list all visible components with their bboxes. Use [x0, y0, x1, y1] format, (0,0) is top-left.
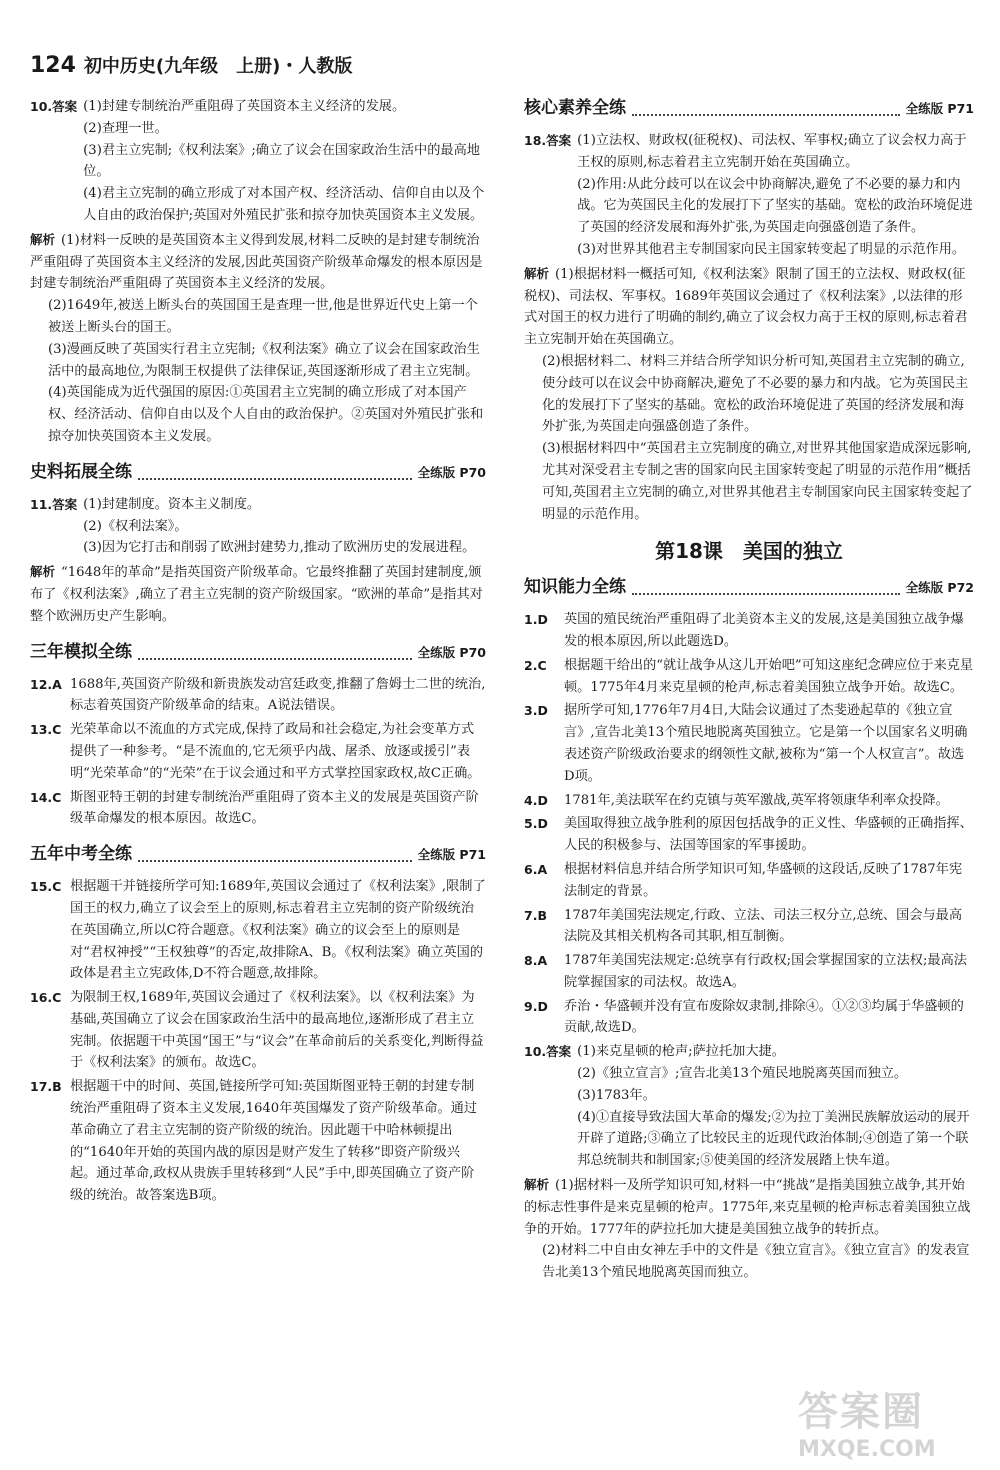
section-ref: 全练版 P71: [905, 101, 974, 117]
dotted-leader: [632, 581, 900, 595]
answer-line: (2)作用:从此分歧可以在议会中协商解决,避免了不必要的暴力和内战。它为英国民主化的发展打下了坚实的基础。宽松的政治环境促进了英国的经济发展和海外扩张,为英国走向强盛创造了条件。: [577, 176, 973, 236]
watermark-bottom: MXQE.COM: [798, 1437, 936, 1462]
item-text: 根据题干给出的“就让战争从这儿开始吧”可知这座纪念碑应位于来克星顿。1775年4月来克星顿的枪声,标志着美国独立战争开始。故选C。: [564, 657, 974, 695]
section-heading: [524, 96, 974, 122]
section-title: 三年模拟全练: [30, 641, 132, 662]
answer-line: (2)《独立宣言》;宣告北美13个殖民地脱离英国而独立。: [577, 1066, 908, 1082]
answer-item-16: [30, 987, 486, 1074]
item-label: 15.C: [30, 879, 62, 895]
item-label: 4.D: [524, 792, 548, 808]
answer-line: (2)《权利法案》。: [83, 518, 188, 534]
answer-line: (3)1783年。: [577, 1087, 656, 1103]
item-text: 光荣革命以不流血的方式完成,保持了政局和社会稳定,为社会变革方式提供了一种参考。“是不流血的,它无须乎内战、屠杀、放逐或援引”表明“光荣革命”的“光荣”在于议会通过和平方式掌控国家政权,故C正确。: [70, 722, 481, 781]
answer-item-5: [524, 813, 974, 857]
item-label: 1.D: [524, 612, 548, 628]
item-label: 6.A: [524, 861, 548, 877]
page-title: 初中历史(九年级 上册)・人教版: [83, 56, 353, 77]
item-text: 据所学可知,1776年7月4日,大陆会议通过了杰斐逊起草的《独立宣言》,宣告北美13个殖民地脱离英国独立。它是第一个以国家名义明确表述资产阶级政治要求的纲领性文献,被称为“第一个人权宣言”。故选D项。: [564, 703, 968, 784]
analysis-tag: 解析: [524, 265, 550, 281]
answer-line: (2)查理一世。: [83, 120, 168, 136]
analysis-tag: 解析: [30, 564, 56, 580]
analysis-text: (1)据材料一及所学知识可知,材料一中“挑战”是指美国独立战争,其开始的标志性事件是来克星顿的枪声。1775年,来克星顿的枪声标志着美国独立战争的开始。1777年的萨拉托加大捷是美国独立战争的转折点。: [524, 1178, 971, 1237]
answer-line: (3)对世界其他君主专制国家向民主国家转变起了明显的示范作用。: [577, 241, 966, 257]
section-ref: 全练版 P70: [417, 464, 486, 480]
analysis-text: (3)根据材料四中“英国君主立宪制度的确立,对世界其他国家造成深远影响,尤其对深受君主专制之害的国家向民主国家转变起了明显的示范作用”概括可知,英国君主立宪制的确立,对世界其他君主专制国家向民主国家转变起了明显的示范作用。: [542, 441, 973, 522]
right-column: [524, 96, 974, 1284]
answer-item-2: [524, 655, 974, 699]
item-label: 18.答案: [524, 133, 572, 148]
analysis-text: (2)1649年,被送上断头台的英国国王是查理一世,他是世界近代史上第一个被送上断头台的国王。: [48, 298, 478, 335]
answer-block-11: [30, 494, 486, 559]
section-heading: [524, 575, 974, 601]
item-text: 英国的殖民统治严重阻碍了北美资本主义的发展,这是美国独立战争爆发的根本原因,所以此题选D。: [564, 612, 964, 649]
answer-block-10: [30, 96, 486, 227]
answer-item-6: [524, 859, 974, 903]
dotted-leader: [632, 102, 900, 116]
item-label: 10.答案: [524, 1044, 572, 1060]
answer-line: (1)封建制度。资本主义制度。: [83, 496, 261, 512]
lesson-title: 第18课 美国的独立: [655, 539, 843, 564]
analysis-text: (2)根据材料二、材料三并结合所学知识分析可知,英国君主立宪制的确立,使分歧可以在议会中协商解决,避免了不必要的暴力和内战。它为英国民主化的发展打下了坚实的基础。宽松的政治环境促进了英国的经济发展和海外扩张,为英国走向强盛创造了条件。: [542, 353, 969, 435]
analysis-tag: 解析: [30, 231, 56, 247]
item-label: 11.答案: [30, 496, 78, 512]
item-text: 根据题干中的时间、英国,链接所学可知:英国斯图亚特王朝的封建专制统治严重阻碍了资本主义发展,1640年英国爆发了资产阶级革命。通过革命确立了君主立宪制的资产阶级的统治。因此题干中哈林顿提出的“1640年开始的英国内战的原因是财产发生了转移”即资产阶级兴起。通过革命,政权从贵族手里转移到“人民”手中,即英国确立了资产阶级的统治。故答案选B项。: [70, 1079, 478, 1204]
analysis-tag: 解析: [524, 1177, 550, 1193]
answer-item-14: [30, 787, 486, 831]
item-label: 13.C: [30, 722, 62, 738]
dotted-leader: [138, 466, 412, 480]
item-text: 根据题干并链接所学可知:1689年,英国议会通过了《权利法案》,限制了国王的权力,确立了议会至上的原则,标志着君主立宪制的资产阶级统治在英国确立,所以C符合题意。《权利法案》确立的议会至上的原则是对“君权神授”“王权独尊”的否定,故排除A、B。《权利法案》确立英国的政体是君主立宪政体,D不符合题意,故排除。: [70, 879, 486, 982]
page-number: 124: [30, 53, 76, 78]
item-label: 16.C: [30, 990, 62, 1006]
section-title: 史料拓展全练: [30, 461, 132, 482]
answer-item-17: [30, 1076, 486, 1207]
dotted-leader: [138, 848, 412, 862]
item-text: 斯图亚特王朝的封建专制统治严重阻碍了资本主义的发展是英国资产阶级革命爆发的根本原因。故选C。: [70, 789, 479, 827]
analysis-text: (1)根据材料一概括可知,《权利法案》限制了国王的立法权、财政权(征税权)、司法权、军事权。1689年英国议会通过了《权利法案》,以法律的形式对国王的权力进行了明确的制约,确立了议会权力高于王权的原则,标志着君主立宪制开始在英国确立。: [524, 266, 968, 348]
item-text: 1787年美国宪法规定:总统享有行政权;国会掌握国家的立法权;最高法院掌握国家的司法权。故选A。: [564, 953, 967, 990]
section-ref: 全练版 P71: [417, 847, 486, 863]
answer-item-7: [524, 905, 974, 949]
answer-line: (1)来克星顿的枪声;萨拉托加大捷。: [577, 1044, 785, 1060]
item-label: 10.答案: [30, 99, 78, 114]
answer-item-13: [30, 719, 486, 784]
item-text: 1781年,美法联军在约克镇与英军激战,英军将领康华利率众投降。: [564, 792, 949, 808]
item-label: 2.C: [524, 657, 547, 673]
answer-block-10b: [524, 1041, 974, 1172]
analysis-text: (4)英国能成为近代强国的原因:①英国君主立宪制的确立形成了对本国产权、经济活动、信仰自由以及个人自由的政治保护。②英国对外殖民扩张和掠夺加快英国资本主义发展。: [48, 385, 484, 444]
answer-item-1: [524, 609, 974, 653]
answer-line: (1)封建专制统治严重阻碍了英国资本主义经济的发展。: [83, 99, 406, 114]
item-text: 1787年美国宪法规定,行政、立法、司法三权分立,总统、国会与最高法院及其相关机构各司其职,相互制衡。: [564, 907, 963, 945]
answer-line: (3)君主立宪制;《权利法案》;确立了议会在国家政治生活中的最高地位。: [83, 142, 480, 180]
left-column: [30, 96, 486, 1209]
section-ref: 全练版 P72: [905, 580, 974, 596]
analysis-text: “1648年的革命”是指英国资产阶级革命。它最终推翻了英国封建制度,颁布了《权利法案》,确立了君主立宪制的资产阶级国家。“欧洲的革命”是指其对整个欧洲历史产生影响。: [30, 565, 483, 624]
answer-item-15: [30, 876, 486, 985]
watermark-logo: [798, 1380, 988, 1462]
answer-item-8: [524, 950, 974, 994]
item-label: 17.B: [30, 1079, 62, 1095]
answer-line: (4)①直接导致法国大革命的爆发;②为拉丁美洲民族解放运动的展开开辟了道路;③确立了比较民主的近现代政治体制;④创造了第一个联邦总统制共和制国家;⑤使美国的经济发展踏上快车道。: [577, 1109, 970, 1169]
item-label: 9.D: [524, 998, 548, 1014]
item-label: 3.D: [524, 703, 548, 719]
answer-line: (3)因为它打击和削弱了欧洲封建势力,推动了欧洲历史的发展进程。: [83, 540, 476, 556]
analysis-text: (2)材料二中自由女神左手中的文件是《独立宣言》。《独立宣言》的发表宣告北美13个殖民地脱离英国而独立。: [542, 1243, 970, 1281]
item-text: 根据材料信息并结合所学知识可知,华盛顿的这段话,反映了1787年宪法制定的背景。: [564, 861, 963, 899]
item-label: 14.C: [30, 789, 62, 805]
answer-line: (4)君主立宪制的确立形成了对本国产权、经济活动、信仰自由以及个人自由的政治保护;英国对外殖民扩张和掠夺加快英国资本主义发展。: [83, 186, 485, 223]
section-title: 核心素养全练: [524, 98, 626, 119]
item-text: 美国取得独立战争胜利的原因包括战争的正义性、华盛顿的正确指挥、人民的积极参与、法国等国家的军事援助。: [564, 816, 973, 854]
section-heading: [30, 460, 486, 486]
answer-item-12: [30, 674, 486, 718]
answer-item-4: [524, 790, 974, 812]
section-title: 知识能力全练: [524, 577, 626, 598]
analysis-text: (1)材料一反映的是英国资本主义得到发展,材料二反映的是封建专制统治严重阻碍了英国资本主义经济的发展,因此英国资产阶级革命爆发的根本原因是封建专制统治严重阻碍了英国资本主义经济的发展。: [30, 232, 483, 292]
section-heading: [30, 842, 486, 868]
dotted-leader: [138, 646, 412, 660]
item-label: 7.B: [524, 907, 547, 923]
item-label: 12.A: [30, 676, 62, 692]
analysis-text: (3)漫画反映了英国实行君主立宪制;《权利法案》确立了议会在国家政治生活中的最高地位,为限制王权提供了法律保证,英国逐渐形成了君主立宪制。: [48, 341, 480, 379]
item-text: 乔治・华盛顿并没有宣布废除奴隶制,排除④。①②③均属于华盛顿的贡献,故选D。: [564, 998, 964, 1036]
section-title: 五年中考全练: [30, 844, 132, 865]
answer-item-3: [524, 700, 974, 787]
section-heading: [30, 640, 486, 666]
answer-item-9: [524, 996, 974, 1040]
answer-line: (1)立法权、财政权(征税权)、司法权、军事权;确立了议会权力高于王权的原则,标志着君主立宪制开始在英国确立。: [577, 133, 967, 170]
item-label: 8.A: [524, 953, 548, 969]
item-text: 1688年,英国资产阶级和新贵族发动宫廷政变,推翻了詹姆士二世的统治,标志着英国资产阶级革命的结束。A说法错误。: [70, 676, 486, 714]
page-header: [30, 52, 490, 86]
item-label: 5.D: [524, 816, 548, 832]
watermark-top: 答案圈: [798, 1389, 924, 1435]
section-ref: 全练版 P70: [417, 644, 486, 660]
answer-block-18: [524, 130, 974, 261]
item-text: 为限制王权,1689年,英国议会通过了《权利法案》。以《权利法案》为基础,英国确立了议会在国家政治生活中的最高地位,逐渐形成了君主立宪制。依据题干中英国“国王”与“议会”在革命前后的关系变化,判断得益于《权利法案》的颁布。故选C。: [70, 990, 484, 1071]
